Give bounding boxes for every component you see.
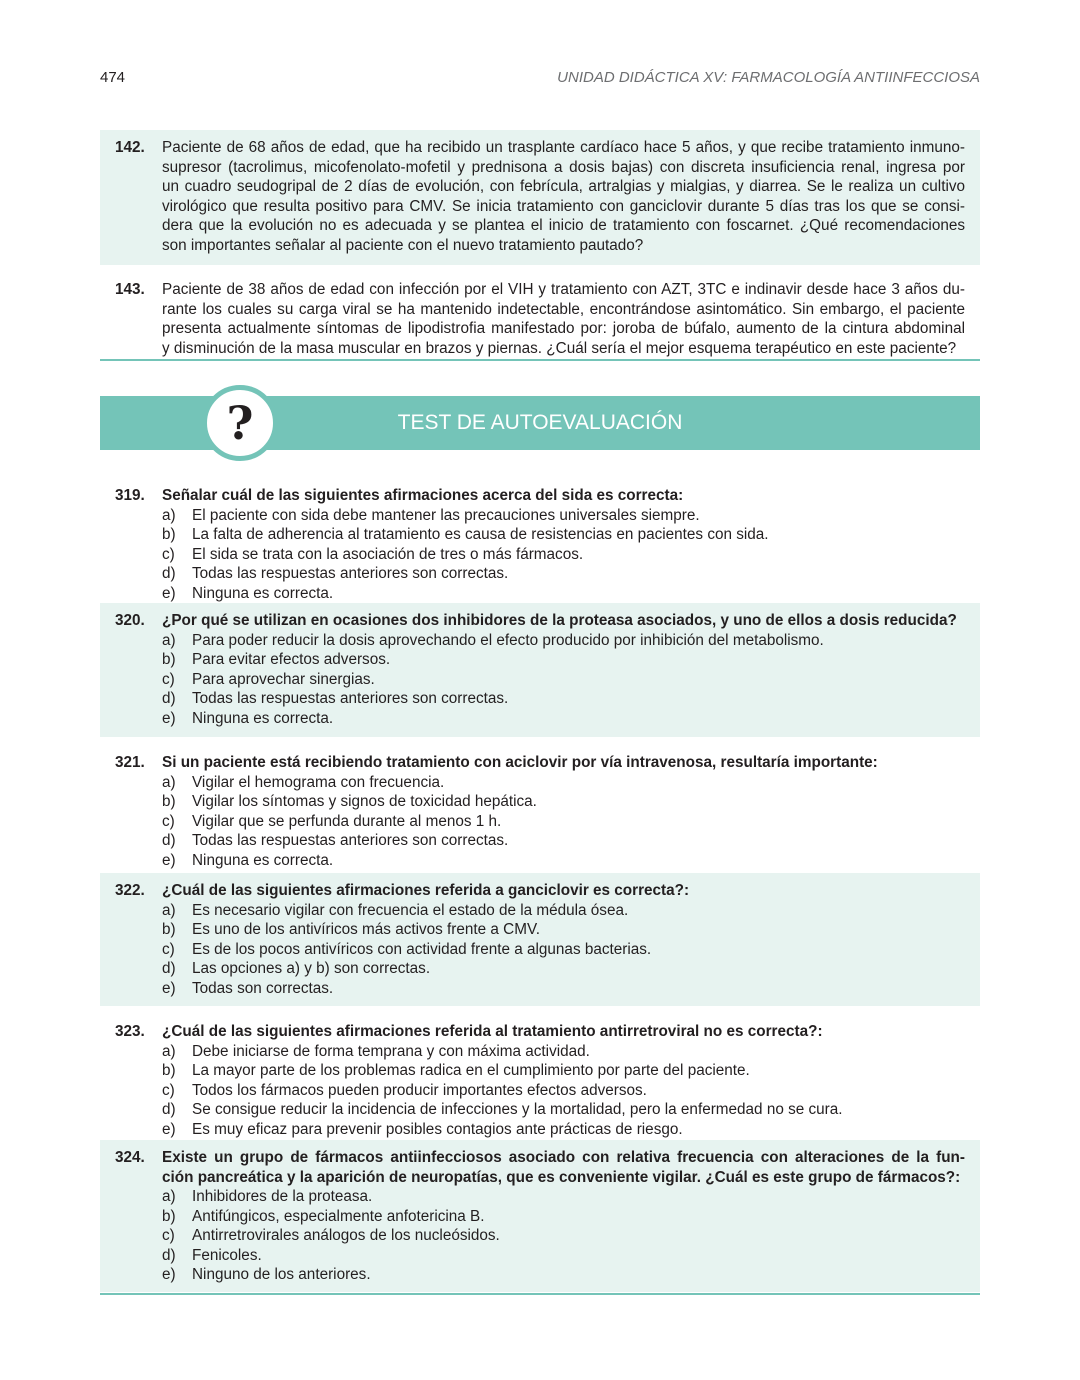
question-stem: ¿Cuál de las siguientes afirmaciones referida a ganciclovir es correcta?: bbox=[162, 882, 690, 899]
answer-option bbox=[162, 1081, 965, 1101]
question-block bbox=[100, 1014, 980, 1138]
answer-option bbox=[162, 506, 965, 526]
answer-option bbox=[162, 959, 965, 979]
case-text-line: Paciente de 68 años de edad, que ha recibido un trasplante cardíaco hace 5 años, y que recibe tratamiento inmuno- bbox=[162, 139, 965, 156]
question-block bbox=[100, 745, 980, 869]
answer-option bbox=[162, 831, 965, 851]
option-letter: a) bbox=[162, 1042, 176, 1060]
option-letter: d) bbox=[162, 960, 176, 977]
answer-option bbox=[162, 1042, 965, 1062]
option-text: Es uno de los antivíricos más activos frente a CMV. bbox=[192, 921, 541, 938]
option-text: Vigilar el hemograma con frecuencia. bbox=[192, 773, 445, 791]
option-letter: e) bbox=[162, 584, 176, 602]
case-text-line: Paciente de 38 años de edad con infección por el VIH y tratamiento con AZT, 3TC e indinavir desde hace 3 años du- bbox=[162, 281, 965, 298]
option-text: Es muy eficaz para prevenir posibles contagios ante prácticas de riesgo. bbox=[192, 1120, 683, 1138]
page-number: 474 bbox=[100, 69, 126, 86]
answer-option bbox=[162, 1061, 965, 1081]
option-letter: a) bbox=[162, 773, 176, 791]
option-letter: c) bbox=[162, 1081, 175, 1099]
option-text: Ninguna es correcta. bbox=[192, 584, 334, 602]
answer-option bbox=[162, 1265, 965, 1285]
test-question bbox=[100, 881, 980, 998]
option-text: Antirretrovirales análogos de los nucleósidos. bbox=[192, 1227, 500, 1244]
option-text: Inhibidores de la proteasa. bbox=[192, 1188, 373, 1205]
section-divider bbox=[100, 1293, 980, 1295]
option-letter: a) bbox=[162, 1188, 176, 1205]
option-letter: e) bbox=[162, 709, 176, 727]
question-number: 324. bbox=[115, 1149, 145, 1166]
question-stem: ¿Cuál de las siguientes afirmaciones referida al tratamiento antirretroviral no es correcta?: bbox=[162, 1023, 823, 1040]
question-stem: ción pancreática y la aparición de neuropatías, que es conveniente vigilar. ¿Cuál es este grupo de fármacos?: bbox=[162, 1168, 961, 1186]
test-question bbox=[100, 486, 980, 603]
case-block bbox=[100, 272, 980, 357]
answer-option bbox=[162, 564, 965, 584]
section-divider bbox=[100, 359, 980, 361]
option-text: Todas las respuestas anteriores son correctas. bbox=[192, 832, 509, 849]
option-letter: c) bbox=[162, 940, 175, 958]
answer-option bbox=[162, 920, 965, 940]
option-text: El paciente con sida debe mantener las precauciones universales siempre. bbox=[192, 506, 700, 524]
answer-option bbox=[162, 901, 965, 921]
option-letter: b) bbox=[162, 793, 176, 810]
question-block bbox=[100, 603, 980, 737]
case-text-line: dera que la evolución no es adecuada y se plantea el inicio de tratamiento con foscarnet. ¿Qué recomendaciones bbox=[162, 217, 965, 234]
option-letter: e) bbox=[162, 1120, 176, 1138]
option-text: El sida se trata con la asociación de tres o más fármacos. bbox=[192, 545, 584, 563]
answer-option bbox=[162, 631, 965, 651]
question-mark-icon: ? bbox=[202, 385, 278, 461]
banner-title: TEST DE AUTOEVALUACIÓN bbox=[397, 411, 683, 434]
option-text: Es de los pocos antivíricos con actividad frente a algunas bacterias. bbox=[192, 940, 652, 958]
answer-option bbox=[162, 584, 965, 604]
option-letter: d) bbox=[162, 832, 176, 849]
option-text: Vigilar que se perfunda durante al menos 1 h. bbox=[192, 812, 502, 830]
option-letter: e) bbox=[162, 1266, 176, 1283]
answer-option bbox=[162, 670, 965, 690]
answer-option bbox=[162, 689, 965, 709]
option-text: La falta de adherencia al tratamiento es causa de resistencias en pacientes con sida. bbox=[192, 526, 769, 543]
answer-option bbox=[162, 851, 965, 871]
case-text-line: virológico que resulta positivo para CMV. Se inicia tratamiento con ganciclovir durante 5 días tras los que se consi- bbox=[162, 197, 965, 215]
option-text: Fenicoles. bbox=[192, 1246, 262, 1264]
option-letter: d) bbox=[162, 565, 176, 582]
case-question bbox=[100, 280, 980, 358]
case-question bbox=[100, 138, 980, 255]
option-letter: c) bbox=[162, 545, 175, 563]
case-number: 143. bbox=[115, 281, 145, 298]
question-number: 319. bbox=[115, 487, 145, 504]
question-block bbox=[100, 478, 980, 602]
answer-option bbox=[162, 525, 965, 545]
question-stem: Señalar cuál de las siguientes afirmaciones acerca del sida es correcta: bbox=[162, 487, 684, 504]
answer-option bbox=[162, 940, 965, 960]
option-text: Todos los fármacos pueden producir importantes efectos adversos. bbox=[192, 1081, 647, 1099]
option-text: Todas las respuestas anteriores son correctas. bbox=[192, 690, 509, 707]
case-text-line: un cuadro seudogripal de 2 días de evolución, con febrícula, artralgias y mialgias, y diarrea. Se le realiza un cultivo bbox=[162, 178, 965, 195]
option-letter: a) bbox=[162, 506, 176, 524]
option-text: Es necesario vigilar con frecuencia el estado de la médula ósea. bbox=[192, 901, 629, 919]
answer-option bbox=[162, 1120, 965, 1140]
case-text-line: son importantes señalar al paciente con el nuevo tratamiento pautado? bbox=[162, 236, 644, 254]
answer-option bbox=[162, 709, 965, 729]
answer-option bbox=[162, 545, 965, 565]
option-text: Se consigue reducir la incidencia de infecciones y la mortalidad, pero la enfermedad no se cura. bbox=[192, 1101, 843, 1118]
option-letter: d) bbox=[162, 1101, 176, 1118]
test-question bbox=[100, 753, 980, 870]
question-block bbox=[100, 1140, 980, 1292]
running-title: UNIDAD DIDÁCTICA XV: FARMACOLOGÍA ANTIINFECCIOSA bbox=[557, 69, 980, 86]
answer-option bbox=[162, 773, 965, 793]
case-text-line: y disminución de la masa muscular en brazos y piernas. ¿Cuál sería el mejor esquema terapéutico en este paciente? bbox=[162, 339, 957, 357]
test-question bbox=[100, 1022, 980, 1139]
option-letter: e) bbox=[162, 979, 176, 997]
question-stem: Si un paciente está recibiendo tratamiento con aciclovir por vía intravenosa, resultaría importante: bbox=[162, 754, 878, 771]
option-text: Debe iniciarse de forma temprana y con máxima actividad. bbox=[192, 1042, 590, 1060]
case-number: 142. bbox=[115, 139, 145, 156]
case-text-line: rante los cuales su carga viral se ha mantenido indetectable, encontrándose asintomático. Sin embargo, el paciente bbox=[162, 300, 965, 318]
option-text: Para poder reducir la dosis aprovechando el efecto producido por inhibición del metabolismo. bbox=[192, 631, 824, 649]
question-stem: Existe un grupo de fármacos antiinfecciosos asociado con relativa frecuencia con alteraciones de la fun- bbox=[162, 1149, 965, 1166]
answer-option bbox=[162, 812, 965, 832]
option-letter: e) bbox=[162, 851, 176, 869]
option-text: La mayor parte de los problemas radica en el cumplimiento por parte del paciente. bbox=[192, 1062, 750, 1079]
option-letter: a) bbox=[162, 901, 176, 919]
question-number: 321. bbox=[115, 754, 145, 771]
answer-option bbox=[162, 792, 965, 812]
case-text-line: supresor (tacrolimus, micofenolato-mofetil y prednisona a dosis bajas) con discreta insuficiencia renal, ingresa por bbox=[162, 158, 965, 176]
option-text: Para aprovechar sinergias. bbox=[192, 670, 375, 688]
option-letter: b) bbox=[162, 921, 176, 938]
option-text: Vigilar los síntomas y signos de toxicidad hepática. bbox=[192, 793, 537, 810]
answer-option bbox=[162, 1246, 965, 1266]
test-question bbox=[100, 1148, 980, 1285]
option-text: Las opciones a) y b) son correctas. bbox=[192, 960, 431, 977]
option-text: Ninguna es correcta. bbox=[192, 851, 334, 869]
option-text: Para evitar efectos adversos. bbox=[192, 651, 391, 668]
option-letter: a) bbox=[162, 631, 176, 649]
option-letter: b) bbox=[162, 526, 176, 543]
answer-option bbox=[162, 1187, 965, 1207]
test-question bbox=[100, 611, 980, 728]
answer-option bbox=[162, 979, 965, 999]
option-letter: b) bbox=[162, 651, 176, 668]
question-number: 323. bbox=[115, 1023, 145, 1040]
question-number: 322. bbox=[115, 882, 145, 899]
option-letter: c) bbox=[162, 812, 175, 830]
question-stem: ¿Por qué se utilizan en ocasiones dos inhibidores de la proteasa asociados, y uno de ellos a dosis reducida? bbox=[162, 612, 957, 629]
answer-option bbox=[162, 1207, 965, 1227]
option-text: Ninguno de los anteriores. bbox=[192, 1266, 371, 1283]
option-letter: b) bbox=[162, 1062, 176, 1079]
option-letter: d) bbox=[162, 1246, 176, 1264]
option-letter: c) bbox=[162, 1227, 175, 1244]
question-number: 320. bbox=[115, 612, 145, 629]
question-block bbox=[100, 873, 980, 1006]
case-text-line: presenta actualmente síntomas de lipodistrofia manifestado por: joroba de búfalo, aumento de la cintura abdominal bbox=[162, 320, 965, 337]
answer-option bbox=[162, 1226, 965, 1246]
option-text: Todas las respuestas anteriores son correctas. bbox=[192, 565, 509, 582]
answer-option bbox=[162, 650, 965, 670]
option-text: Todas son correctas. bbox=[192, 979, 334, 997]
option-letter: b) bbox=[162, 1207, 176, 1225]
case-block bbox=[100, 130, 980, 265]
option-text: Ninguna es correcta. bbox=[192, 709, 334, 727]
option-text: Antifúngicos, especialmente anfotericina B. bbox=[192, 1207, 485, 1225]
option-letter: d) bbox=[162, 690, 176, 707]
option-letter: c) bbox=[162, 670, 175, 688]
answer-option bbox=[162, 1100, 965, 1120]
